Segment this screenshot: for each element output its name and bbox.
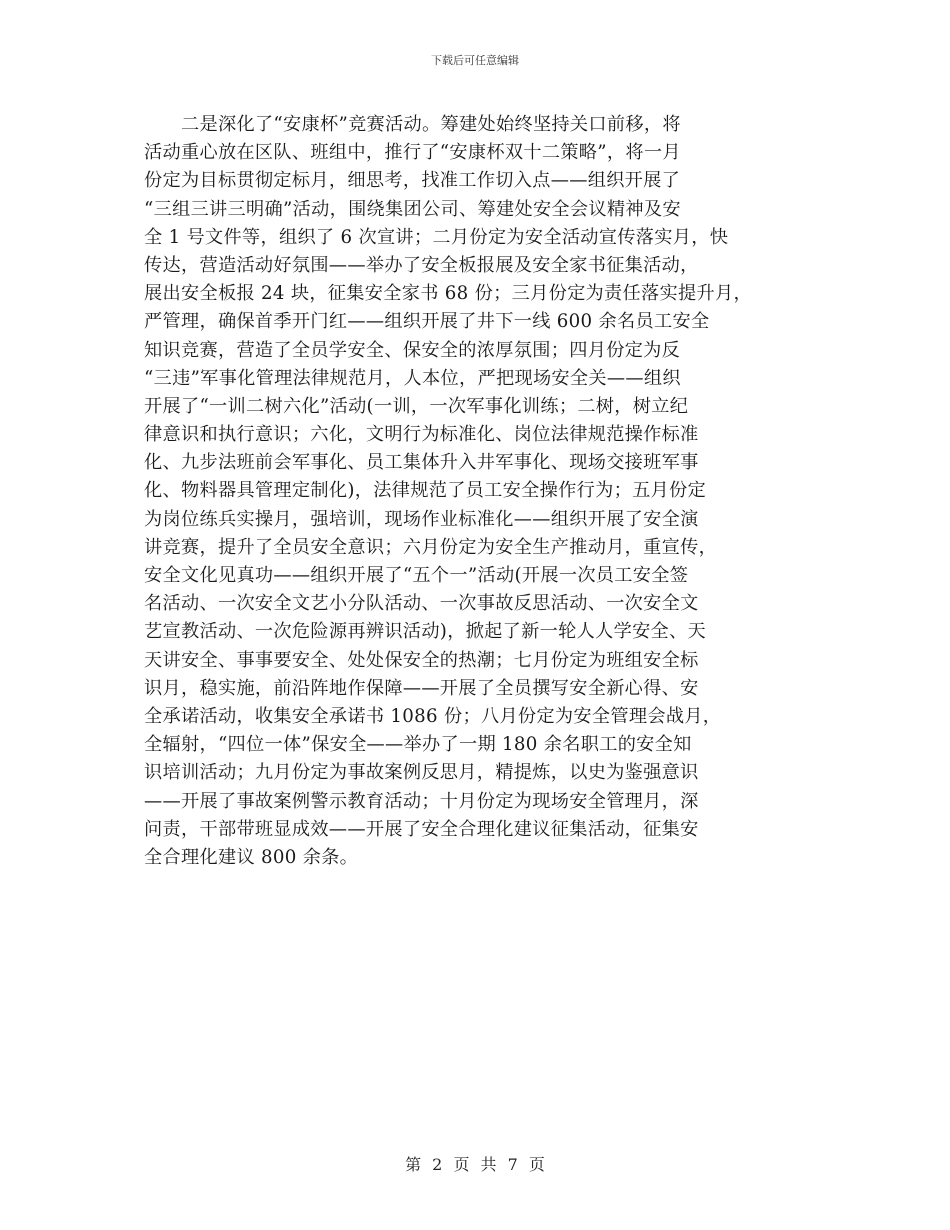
paragraph-line: 全承诺活动，收集安全承诺书 1086 份；八月份定为安全管理会战月， [144,705,722,727]
paragraph-line: 识月，稳实施，前沿阵地作保障——开展了全员撰写安全新心得、安 [144,677,699,699]
paragraph-line: 全合理化建议 800 余条。 [144,846,359,868]
paragraph-line: ——开展了事故案例警示教育活动；十月份定为现场安全管理月，深 [144,790,699,812]
paragraph-line: 全 1 号文件等，组织了 6 次宣讲；二月份定为安全活动宣传落实月，快 [144,226,729,248]
paragraph-line: 问责，干部带班显成效——开展了安全合理化建议征集活动，征集安 [144,818,699,840]
paragraph-line: 二是深化了“安康杯”竞赛活动。筹建处始终坚持关口前移，将 [144,114,681,135]
document-body [144,111,804,872]
paragraph-line: 安全文化见真功——组织开展了“五个一”活动(开展一次员工安全签 [144,565,689,586]
paragraph-line: “三组三讲三明确”活动，围绕集团公司、筹建处安全会议精神及安 [144,198,681,220]
paragraph-line: 化、物料器具管理定制化)，法律规范了员工安全操作行为；五月份定 [144,480,707,502]
paragraph-line: 传达，营造活动好氛围——举办了安全板报展及安全家书征集活动， [144,254,699,276]
paragraph-line: 展出安全板报 24 块，征集安全家书 68 份；三月份定为责任落实提升月， [144,283,752,305]
page-header-note: 下载后可任意编辑 [431,54,519,67]
paragraph-line: 知识竞赛，营造了全员学安全、保安全的浓厚氛围；四月份定为反 [144,339,681,361]
paragraph-line: 开展了“一训二树六化”活动(一训，一次军事化训练；二树，树立纪 [144,395,689,417]
paragraph-line: 份定为目标贯彻定标月，细思考，找准工作切入点——组织开展了 [144,170,681,192]
paragraph-line: 活动重心放在区队、班组中，推行了“安康杯双十二策略”，将一月 [144,142,681,164]
page-number-footer: 第 2 页 共 7 页 [405,1155,545,1174]
paragraph-line: 艺宣教活动、一次危险源再辨识活动)，掀起了新一轮人人学安全、天 [144,621,707,643]
paragraph-line: 化、九步法班前会军事化、员工集体升入井军事化、现场交接班军事 [144,452,699,474]
paragraph-line: 天讲安全、事事要安全、处处保安全的热潮；七月份定为班组安全标 [144,649,699,671]
paragraph-line: 全辐射，“四位一体”保安全——举办了一期 180 余名职工的安全知 [144,734,692,756]
paragraph-line: “三违”军事化管理法律规范月，人本位，严把现场安全关——组织 [144,367,681,389]
paragraph-line: 严管理，确保首季开门红——组织开展了井下一线 600 余名员工安全 [144,311,710,333]
paragraph-line: 讲竞赛，提升了全员安全意识；六月份定为安全生产推动月，重宣传， [144,536,718,558]
paragraph-line: 律意识和执行意识；六化，文明行为标准化、岗位法律规范操作标准 [144,424,699,446]
paragraph-line: 识培训活动；九月份定为事故案例反思月，精提炼，以史为鉴强意识 [144,762,699,784]
paragraph-line: 为岗位练兵实操月，强培训，现场作业标准化——组织开展了安全演 [144,508,699,530]
paragraph-line: 名活动、一次安全文艺小分队活动、一次事故反思活动、一次安全文 [144,593,699,615]
